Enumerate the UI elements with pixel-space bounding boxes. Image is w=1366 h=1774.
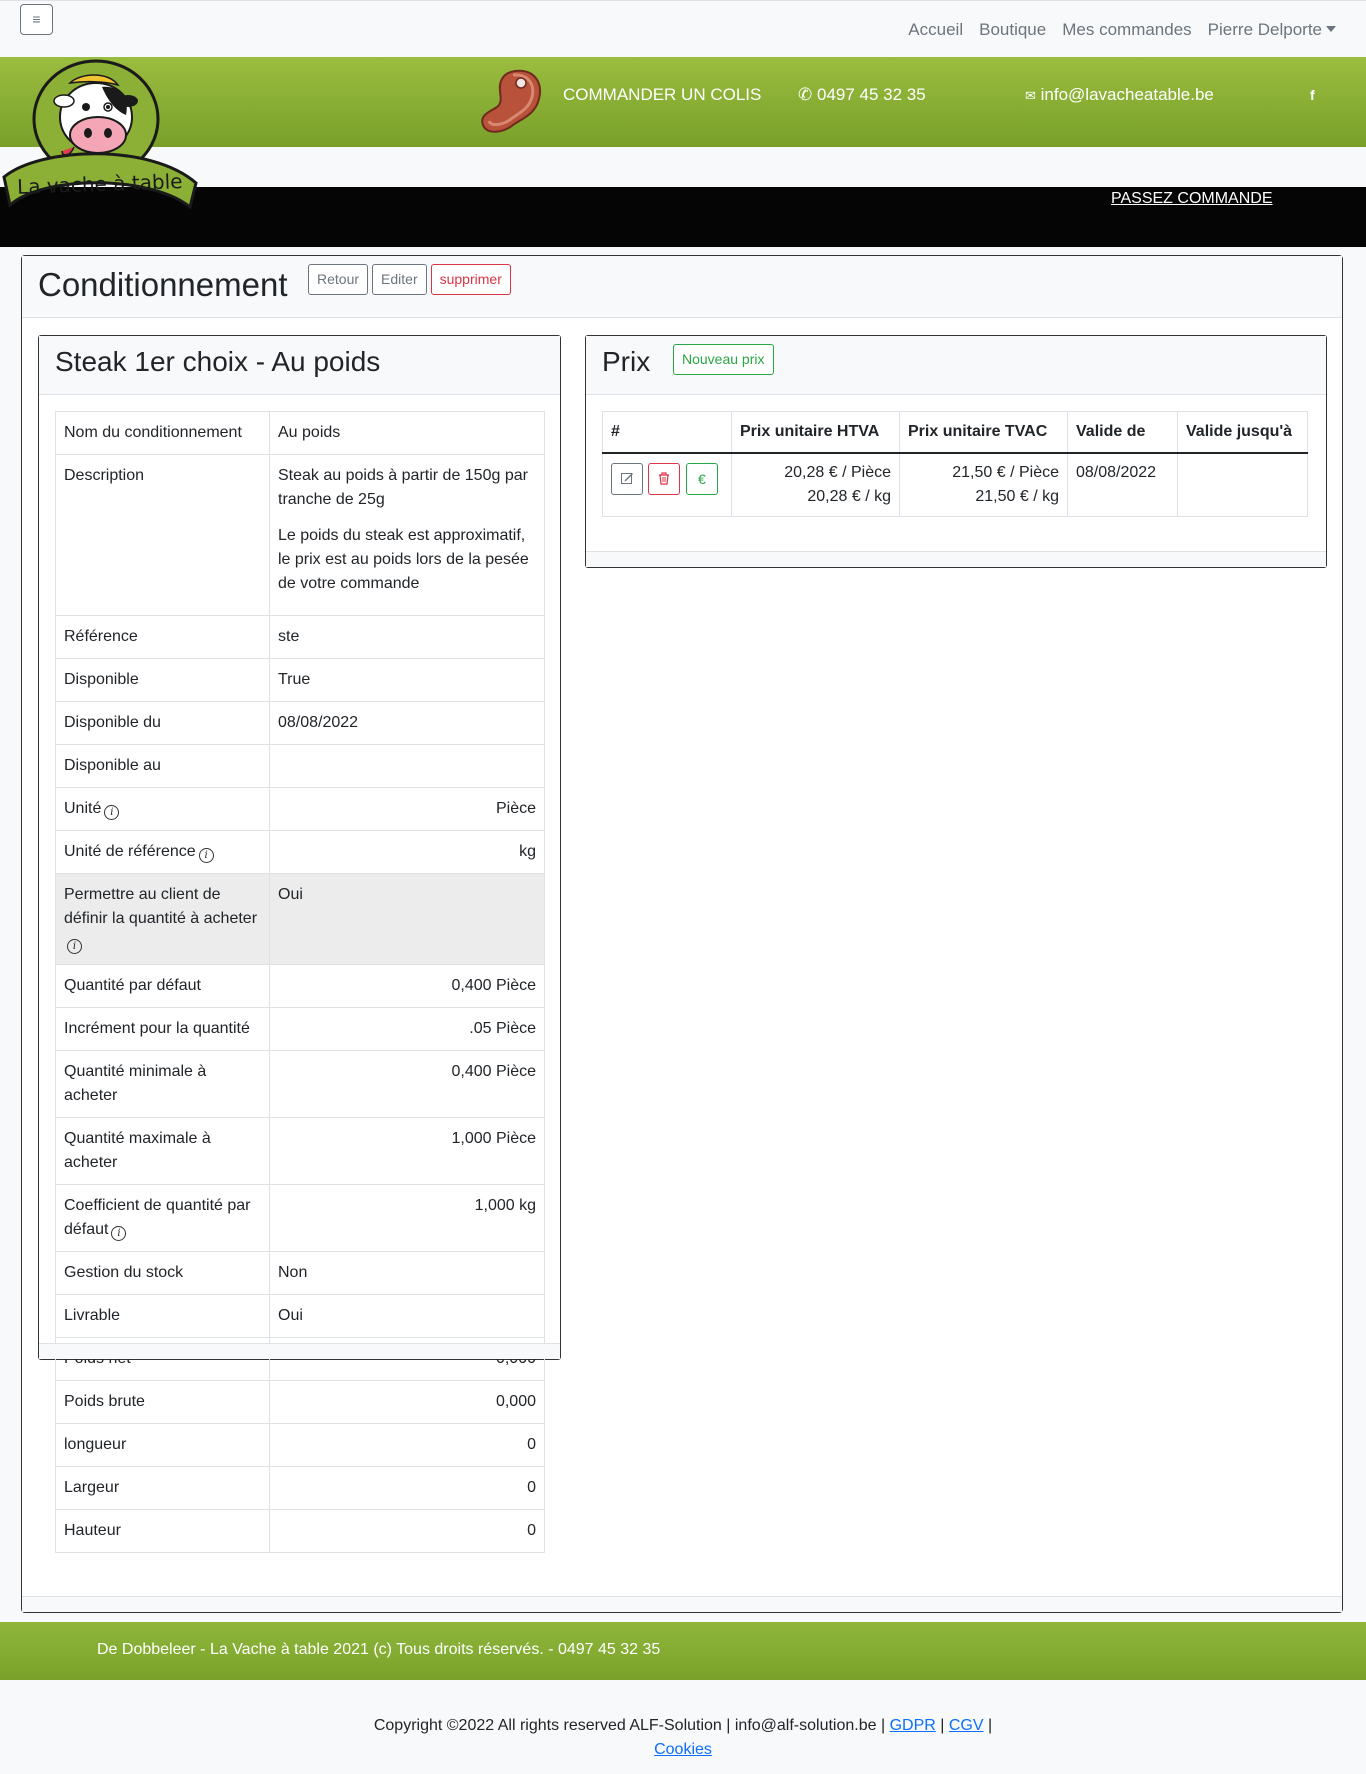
email-address: info@lavacheatable.be — [1040, 85, 1214, 104]
field-label-cell — [56, 1008, 270, 1051]
top-navbar — [0, 0, 1366, 57]
table-row — [56, 1467, 545, 1510]
edit-icon — [621, 472, 634, 485]
card-footer — [22, 1596, 1342, 1612]
action-buttons — [308, 264, 511, 295]
field-value: 0,000 — [495, 1393, 536, 1410]
field-label-cell — [56, 831, 270, 874]
logo-text: La vache à table — [16, 169, 183, 199]
table-row — [56, 616, 545, 659]
table-row — [56, 788, 545, 831]
cgv-link[interactable]: CGV — [948, 1717, 984, 1734]
field-value: 0 — [527, 1436, 536, 1453]
nav-link-boutique[interactable]: Boutique — [979, 20, 1047, 39]
field-label-cell — [56, 1381, 270, 1424]
field-label-cell — [56, 1467, 270, 1510]
table-row — [56, 1118, 545, 1185]
price-tvac-cell — [900, 453, 1068, 517]
price-htva-kg: 20,28 € / kg — [807, 488, 891, 505]
prices-table — [602, 411, 1308, 517]
header-banner — [0, 57, 1366, 147]
email-link[interactable] — [1025, 85, 1214, 105]
valid-from-cell: 08/08/2022 — [1068, 453, 1178, 517]
field-label-cell — [56, 616, 270, 659]
field-value-cell — [270, 455, 545, 616]
copyright-text: Copyright ©2022 All rights reserved ALF-Solution | info@alf-solution.be | — [373, 1717, 886, 1734]
new-price-button[interactable]: Nouveau prix — [673, 344, 774, 375]
table-header-row — [603, 412, 1308, 454]
euro-price-button[interactable] — [686, 463, 718, 495]
footer-text: De Dobbeleer - La Vache à table 2021 (c) Tous droits réservés. - 0497 45 32 35 — [97, 1641, 661, 1658]
field-label: Incrément pour la quantité — [64, 1020, 250, 1037]
separator: | — [988, 1717, 993, 1734]
prices-title: Prix — [602, 346, 651, 377]
table-row — [56, 874, 545, 965]
field-value-cell — [270, 874, 545, 965]
card-header — [22, 256, 1342, 318]
field-label: Disponible du — [64, 714, 161, 731]
column-header: Prix unitaire HTVA — [732, 412, 900, 454]
table-row — [56, 659, 545, 702]
field-value: 0 — [527, 1479, 536, 1496]
field-label: Disponible au — [64, 757, 161, 774]
table-row — [56, 1185, 545, 1252]
conditionnement-card — [21, 255, 1343, 1613]
details-table — [55, 411, 545, 1553]
field-label-cell — [56, 745, 270, 788]
price-htva-cell — [732, 453, 900, 517]
valid-to-cell — [1178, 453, 1308, 517]
envelope-icon: ✉ — [1025, 88, 1036, 103]
site-footer — [0, 1622, 1366, 1680]
table-row — [56, 1051, 545, 1118]
field-label: Unité de référence — [64, 843, 196, 860]
field-value: 1,000 Pièce — [451, 1130, 536, 1147]
row-actions — [603, 453, 732, 517]
field-label: Unité — [64, 800, 102, 817]
steak-icon[interactable] — [477, 67, 547, 137]
order-bar — [0, 187, 1366, 247]
field-label-cell — [56, 455, 270, 616]
field-value: Oui — [278, 1307, 303, 1324]
field-label-cell — [56, 702, 270, 745]
logo[interactable] — [0, 57, 200, 217]
table-row — [56, 455, 545, 616]
hamburger-icon: ≡ — [32, 11, 41, 27]
field-label: Hauteur — [64, 1522, 121, 1539]
field-label: Coefficient de quantité par défaut — [64, 1197, 251, 1238]
price-tvac-kg: 21,50 € / kg — [975, 488, 1059, 505]
field-value-cell — [270, 831, 545, 874]
field-label-cell — [56, 1252, 270, 1295]
table-row — [56, 1008, 545, 1051]
field-label: Référence — [64, 628, 138, 645]
field-label-cell — [56, 965, 270, 1008]
delete-price-button[interactable] — [648, 463, 680, 495]
prices-header — [586, 336, 1326, 395]
edit-price-button[interactable] — [611, 463, 643, 495]
field-value: 0 — [527, 1522, 536, 1539]
field-value: ste — [278, 628, 300, 645]
field-label: Poids brute — [64, 1393, 145, 1410]
column-header: # — [603, 412, 732, 454]
field-value-cell — [270, 1510, 545, 1553]
separator: | — [940, 1717, 945, 1734]
field-value: .05 Pièce — [469, 1020, 536, 1037]
phone-link[interactable] — [798, 85, 926, 105]
prices-footer — [586, 551, 1326, 567]
field-value-cell — [270, 1467, 545, 1510]
order-package-link[interactable]: COMMANDER UN COLIS — [563, 85, 762, 104]
field-label-cell — [56, 1051, 270, 1118]
field-value-cell — [270, 1424, 545, 1467]
field-label: Description — [64, 467, 145, 484]
price-tvac-piece: 21,50 € / Pièce — [952, 464, 1059, 481]
table-row — [56, 1510, 545, 1553]
field-value: 0,400 Pièce — [451, 977, 536, 994]
field-value-cell — [270, 1185, 545, 1252]
field-value-cell — [270, 1118, 545, 1185]
phone-number: 0497 45 32 35 — [816, 85, 926, 104]
copyright-footer — [0, 1714, 1366, 1762]
field-value: 0,400 Pièce — [451, 1063, 536, 1080]
field-value-cell — [270, 1008, 545, 1051]
euro-icon: € — [698, 471, 706, 487]
field-label-cell — [56, 659, 270, 702]
product-title: Steak 1er choix - Au poids — [55, 346, 381, 377]
trash-icon — [658, 472, 670, 485]
edit-button[interactable]: Editer — [372, 264, 427, 295]
column-header: Prix unitaire TVAC — [900, 412, 1068, 454]
field-value: Non — [278, 1264, 308, 1281]
back-button[interactable]: Retour — [308, 264, 368, 295]
column-header: Valide de — [1068, 412, 1178, 454]
field-value: Steak au poids à partir de 150g par tranche de 25g — [278, 467, 528, 508]
field-value-cell — [270, 1295, 545, 1338]
details-footer — [39, 1343, 560, 1359]
page-title: Conditionnement — [38, 266, 288, 303]
field-value-cell — [270, 702, 545, 745]
field-label-cell — [56, 874, 270, 965]
table-row — [56, 745, 545, 788]
table-row — [603, 453, 1308, 517]
table-row — [56, 1295, 545, 1338]
info-icon[interactable]: i — [111, 1226, 126, 1241]
field-value: Pièce — [495, 800, 536, 817]
details-card — [38, 335, 561, 1539]
field-value: 08/08/2022 — [278, 714, 359, 731]
field-value-cell — [270, 965, 545, 1008]
field-label: Largeur — [64, 1479, 120, 1496]
field-label: Livrable — [64, 1307, 121, 1324]
column-header: Valide jusqu'à — [1178, 412, 1308, 454]
table-row — [56, 1381, 545, 1424]
field-value-cell — [270, 659, 545, 702]
field-label-cell — [56, 788, 270, 831]
field-label-cell — [56, 1424, 270, 1467]
user-menu-dropdown[interactable] — [1208, 20, 1336, 40]
facebook-icon[interactable]: f — [1310, 87, 1315, 103]
field-value: 1,000 kg — [474, 1197, 536, 1214]
table-row — [56, 1252, 545, 1295]
field-value-cell — [270, 788, 545, 831]
price-htva-piece: 20,28 € / Pièce — [784, 464, 891, 481]
field-label-cell — [56, 1185, 270, 1252]
field-value: Au poids — [278, 424, 341, 441]
delete-button[interactable]: supprimer — [431, 264, 511, 295]
table-row — [56, 1424, 545, 1467]
field-value-note: Le poids du steak est approximatif, le prix est au poids lors de la pesée de votre commande — [278, 527, 529, 592]
field-label-cell — [56, 1295, 270, 1338]
field-label: Quantité minimale à acheter — [64, 1063, 207, 1104]
info-icon[interactable]: i — [67, 939, 82, 954]
field-value-cell — [270, 412, 545, 455]
field-value: True — [278, 671, 311, 688]
info-icon[interactable]: i — [104, 805, 119, 820]
gdpr-link[interactable]: GDPR — [889, 1717, 936, 1734]
user-name: Pierre Delporte — [1207, 20, 1322, 39]
caret-down-icon — [1326, 26, 1336, 32]
field-label: Permettre au client de définir la quantité à acheter — [64, 886, 258, 927]
field-label-cell — [56, 412, 270, 455]
phone-icon: ✆ — [798, 85, 813, 104]
table-row — [56, 702, 545, 745]
cookies-link[interactable]: Cookies — [654, 1741, 712, 1758]
field-label-cell — [56, 1510, 270, 1553]
place-order-link[interactable]: PASSEZ COMMANDE — [1111, 190, 1273, 207]
field-value-cell — [270, 745, 545, 788]
field-value: kg — [519, 843, 536, 860]
field-value-cell — [270, 1051, 545, 1118]
table-row — [56, 831, 545, 874]
table-row — [56, 965, 545, 1008]
table-row — [56, 412, 545, 455]
field-label: Quantité maximale à acheter — [64, 1130, 211, 1171]
field-value-cell — [270, 1381, 545, 1424]
field-label: Quantité par défaut — [64, 977, 201, 994]
field-value-cell — [270, 1252, 545, 1295]
details-header — [39, 336, 560, 395]
menu-toggle-button[interactable] — [20, 4, 53, 35]
nav-link-accueil[interactable]: Accueil — [908, 20, 964, 39]
field-label: Disponible — [64, 671, 139, 688]
field-value-cell — [270, 616, 545, 659]
field-value: Oui — [278, 886, 303, 903]
nav-links — [908, 20, 1336, 40]
prices-card — [585, 335, 1327, 568]
field-label: Gestion du stock — [64, 1264, 184, 1281]
field-label: longueur — [64, 1436, 127, 1453]
field-label-cell — [56, 1118, 270, 1185]
info-icon[interactable]: i — [199, 848, 214, 863]
nav-link-mes-commandes[interactable]: Mes commandes — [1062, 20, 1192, 39]
field-label: Nom du conditionnement — [64, 424, 242, 441]
